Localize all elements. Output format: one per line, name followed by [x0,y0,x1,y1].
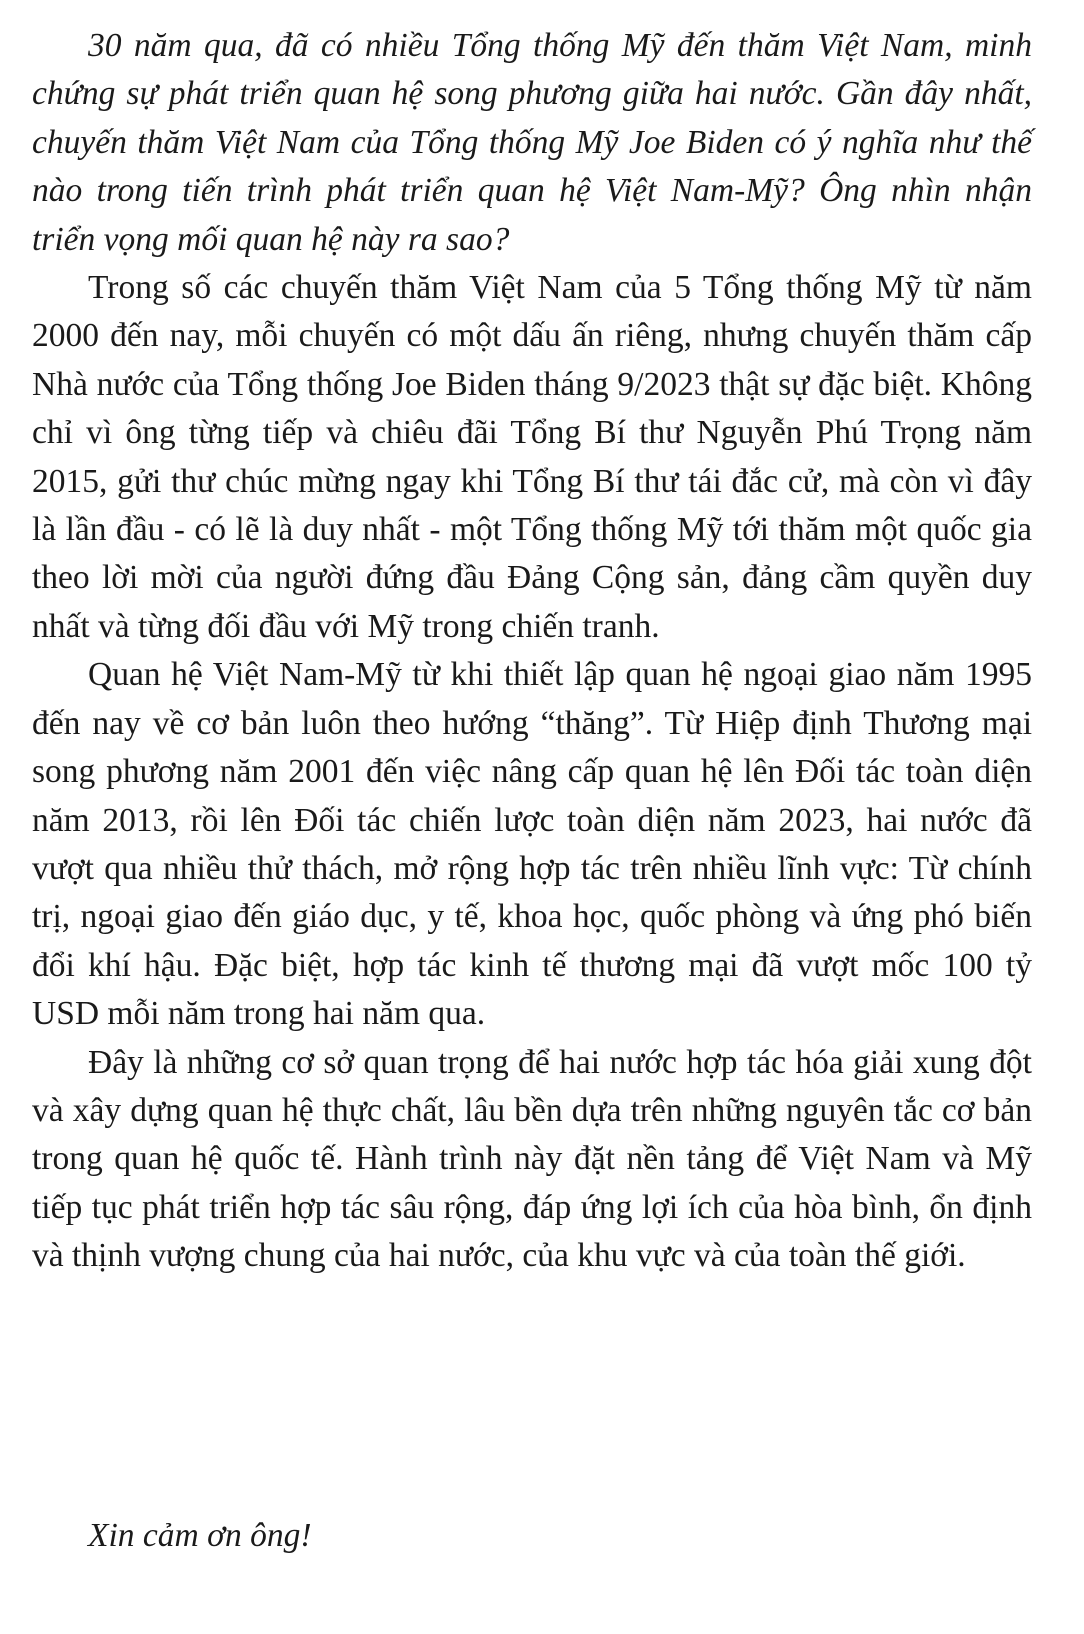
answer-paragraph-3: Đây là những cơ sở quan trọng để hai nước hợp tác hóa giải xung đột và xây dựng quan hệ thực chất, lâu bền dựa trên những nguyên tắc cơ bản trong quan hệ quốc tế. Hành trình này đặt nền tảng để Việt Nam và Mỹ tiếp tục phát triển hợp tác sâu rộng, đáp ứng lợi ích của hòa bình, ổn định và thịnh vượng chung của hai nước, của khu vực và của toàn thế giới. [32,1043,1032,1275]
article-page [32,22,1032,1554]
closing-line: Xin cảm ơn ông! [88,1517,312,1554]
interview-question: 30 năm qua, đã có nhiều Tổng thống Mỹ đến thăm Việt Nam, minh chứng sự phát triển quan hệ song phương giữa hai nước. Gần đây nhất, chuyến thăm Việt Nam của Tổng thống Mỹ Joe Biden có ý nghĩa như thế nào trong tiến trình phát triển quan hệ Việt Nam-Mỹ? Ông nhìn nhận triển vọng mối quan hệ này ra sao? [32,27,1032,258]
answer-paragraph-2: Quan hệ Việt Nam-Mỹ từ khi thiết lập quan hệ ngoại giao năm 1995 đến nay về cơ bản luôn theo hướng “thăng”. Từ Hiệp định Thương mại song phương năm 2001 đến việc nâng cấp quan hệ lên Đối tác toàn diện năm 2013, rồi lên Đối tác chiến lược toàn diện năm 2023, hai nước đã vượt qua nhiều thử thách, mở rộng hợp tác trên nhiều lĩnh vực: Từ chính trị, ngoại giao đến giáo dục, y tế, khoa học, quốc phòng và ứng phó biến đổi khí hậu. Đặc biệt, hợp tác kinh tế thương mại đã vượt mốc 100 tỷ USD mỗi năm trong hai năm qua. [32,656,1032,1033]
answer-paragraph-1: Trong số các chuyến thăm Việt Nam của 5 Tổng thống Mỹ từ năm 2000 đến nay, mỗi chuyến có một dấu ấn riêng, nhưng chuyến thăm cấp Nhà nước của Tổng thống Joe Biden tháng 9/2023 thật sự đặc biệt. Không chỉ vì ông từng tiếp và chiêu đãi Tổng Bí thư Nguyễn Phú Trọng năm 2015, gửi thư chúc mừng ngay khi Tổng Bí thư tái đắc cử, mà còn vì đây là lần đầu - có lẽ là duy nhất - một Tổng thống Mỹ tới thăm một quốc gia theo lời mời của người đứng đầu Đảng Cộng sản, đảng cầm quyền duy nhất và từng đối đầu với Mỹ trong chiến tranh. [32,269,1032,645]
